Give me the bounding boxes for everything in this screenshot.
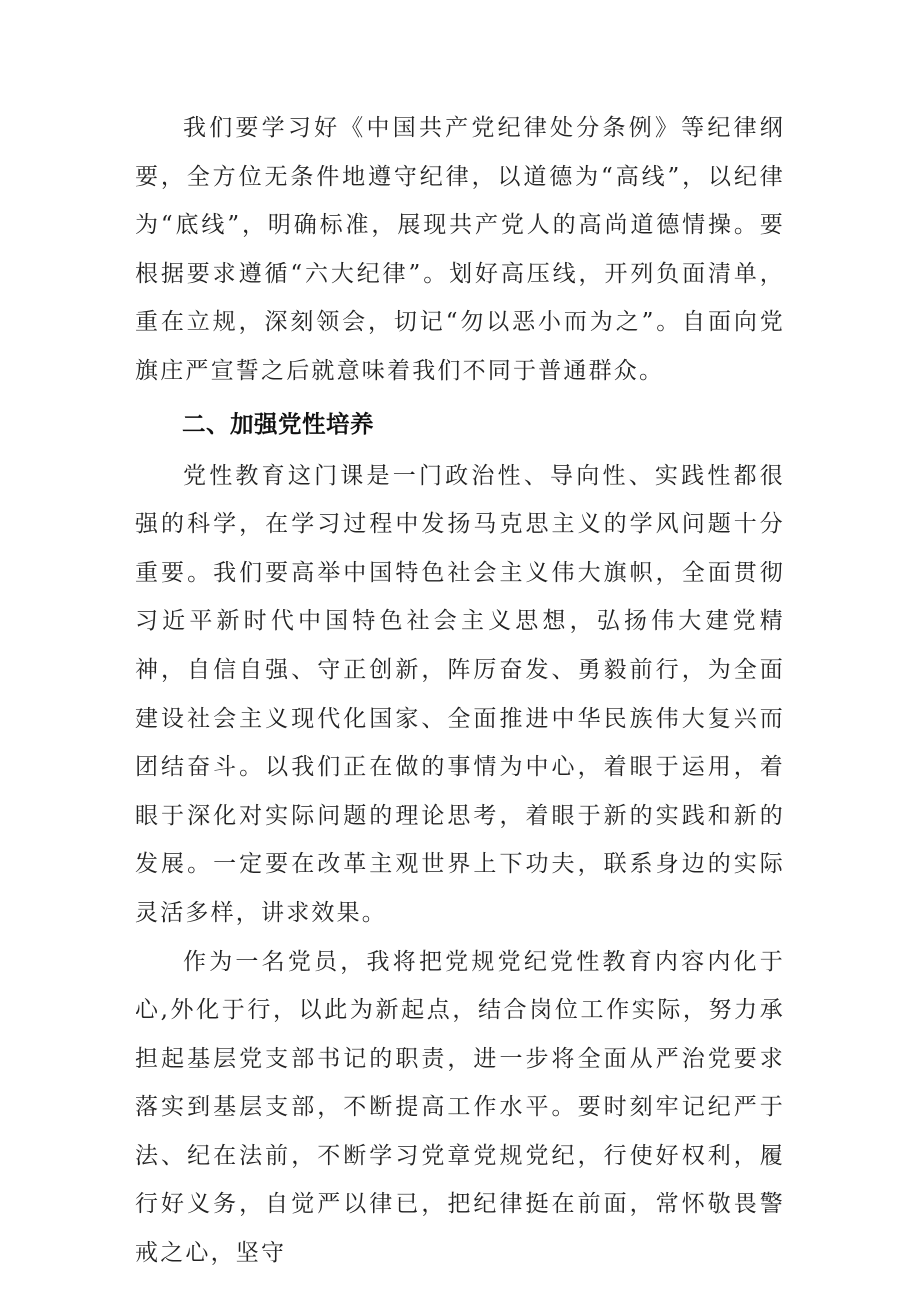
paragraph-commitment: 作为一名党员，我将把党规党纪党性教育内容内化于心,外化于行，以此为新起点，结合岗位工作实际，努力承担起基层党支部书记的职责，进一步将全面从严治党要求落实到基层支部，不断提高工作水平。要时刻牢记纪严于法、纪在法前，不断学习党章党规党纪，行使好权利，履行好义务，自觉严以律已，把纪律挺在前面，常怀敬畏警戒之心，坚守: [135, 948, 785, 1267]
paragraph-party-education: 党性教育这门课是一门政治性、导向性、实践性都很强的科学，在学习过程中发扬马克思主义的学风问题十分重要。我们要高举中国特色社会主义伟大旗帜，全面贯彻习近平新时代中国特色社会主义思想，弘扬伟大建党精神，自信自强、守正创新，阵厉奋发、勇毅前行，为全面建设社会主义现代化国家、全面推进中华民族伟大复兴而团结奋斗。以我们正在做的事情为中心，着眼于运用，着眼于深化对实际问题的理论思考，着眼于新的实践和新的发展。一定要在改革主观世界上下功夫，联系身边的实际灵活多样，讲求效果。: [135, 462, 785, 926]
paragraph-discipline: 我们要学习好《中国共产党纪律处分条例》等纪律纲要，全方位无条件地遵守纪律，以道德为“高线”，以纪律为“底线”，明确标准，展现共产党人的高尚道德情操。要根据要求遵循“六大纪律”。划好高压线，开列负面清单，重在立规，深刻领会，切记“勿以恶小而为之”。自面向党旗庄严宣誓之后就意味着我们不同于普通群众。: [135, 115, 785, 384]
section-heading: 二、加强党性培养: [182, 409, 374, 438]
document-body: [135, 104, 785, 1278]
